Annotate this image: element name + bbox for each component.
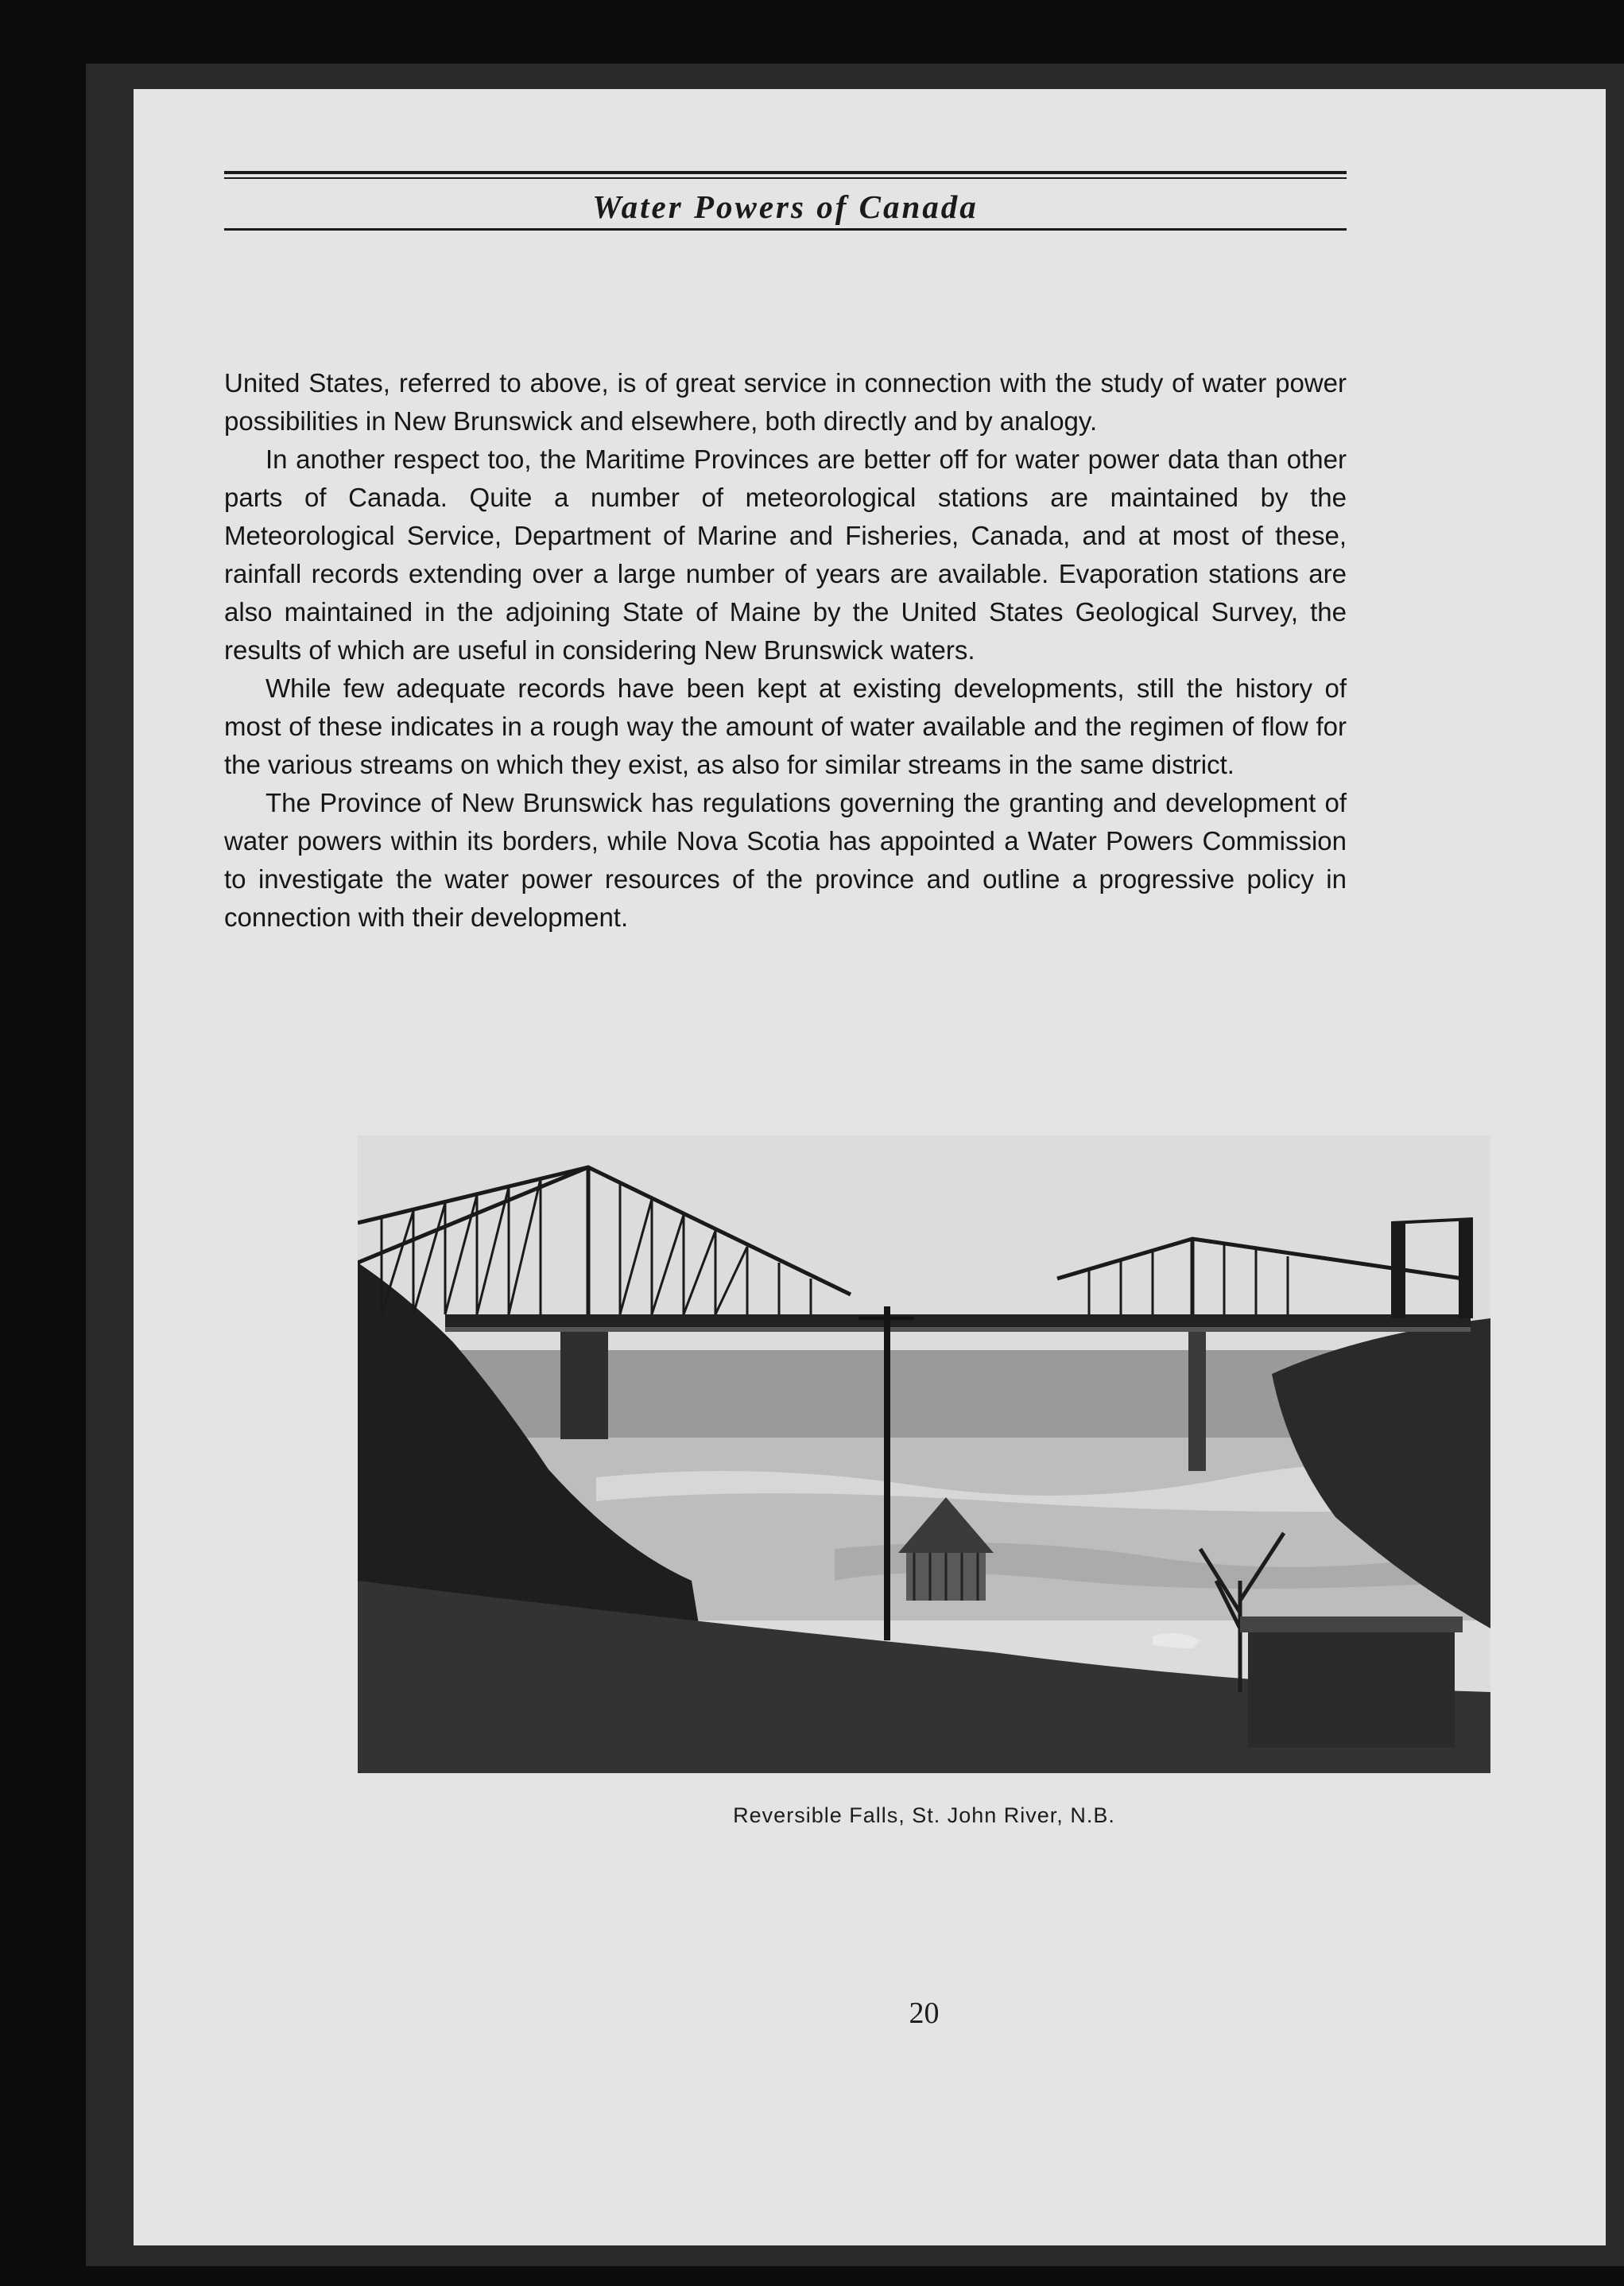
header-rule (224, 228, 1347, 231)
paragraph: United States, referred to above, is of great service in connection with the study of water power possibilities in New Brunswick and elsewhere, both directly and by analogy. (224, 368, 1347, 436)
paragraph: In another respect too, the Maritime Provinces are better off for water power data than other parts of Canada. Quite a number of meteorological stations are maintained by the Meteorological Service, Department of Marine and Fisheries, Canada, and at most of these, rainfall records extending over a large number of years are available. Evaporation stations are also maintained in the adjoining State of Maine by the United States Geological Survey, the results of which are useful in considering New Brunswick waters. (224, 444, 1347, 665)
figure-caption: Reversible Falls, St. John River, N.B. (733, 1803, 1115, 1827)
page-number: 20 (909, 1997, 940, 2030)
page-header (224, 171, 1347, 231)
paragraph: The Province of New Brunswick has regulations governing the granting and development of water powers within its borders, while Nova Scotia has appointed a Water Powers Commission to investigate the water power resources of the province and outline a progressive policy in connection with their development. (224, 788, 1347, 932)
paragraph: While few adequate records have been kept at existing developments, still the history of most of these indicates in a rough way the amount of water available and the regimen of flow for the various streams on which they exist, as also for similar streams in the same district. (224, 673, 1347, 779)
running-title: Water Powers of Canada (592, 188, 979, 225)
header-double-rule (224, 171, 1347, 179)
body-text (224, 364, 1347, 937)
bridge-photograph (358, 1135, 1490, 1773)
